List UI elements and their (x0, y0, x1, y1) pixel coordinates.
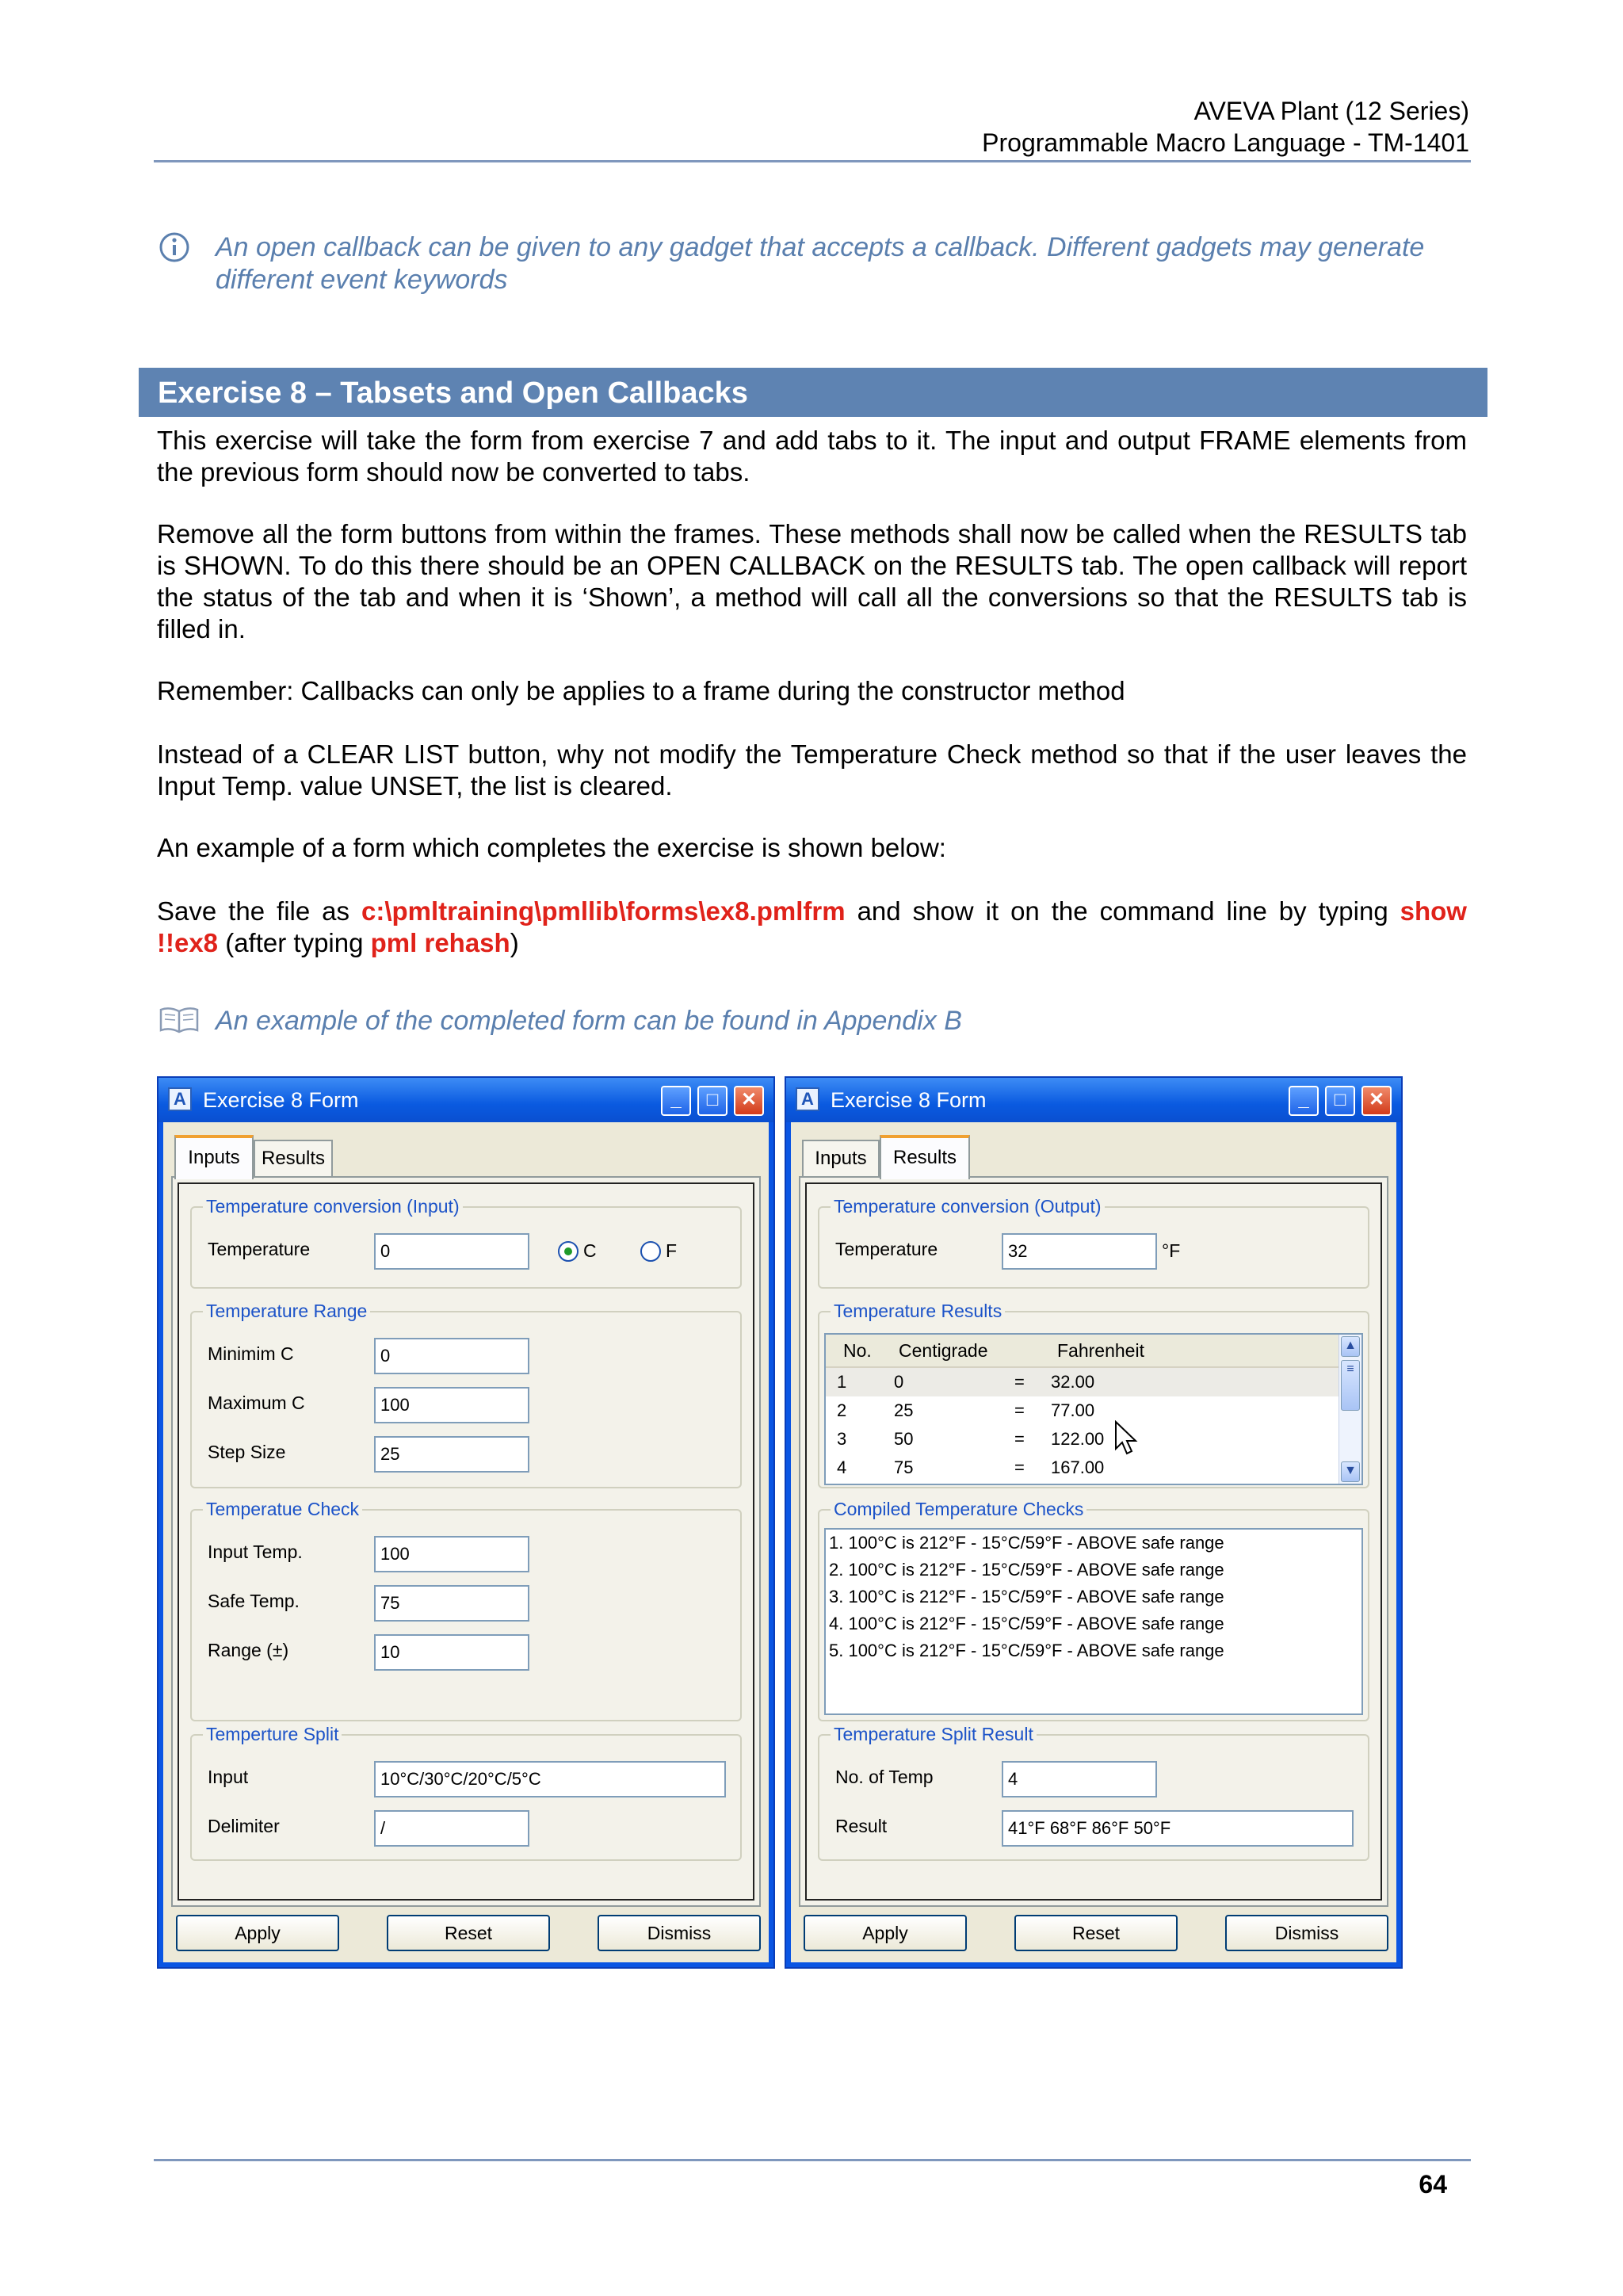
save-path: c:\pmltraining\pmllib\forms\ex8.pmlfrm (361, 896, 846, 926)
cell-no: 4 (837, 1457, 847, 1477)
tab-panel-results (799, 1176, 1388, 1907)
column-header-fahrenheit[interactable]: Fahrenheit (1057, 1340, 1144, 1361)
paragraph: Instead of a CLEAR LIST button, why not modify the Temperature Check method so that if the user leaves the Input Temp. value UNSET, the list is cleared. (157, 739, 1467, 800)
maximize-button[interactable]: □ (697, 1086, 727, 1116)
frame-title: Temperature Range (203, 1300, 370, 1322)
frame-title: Temperature Split Result (831, 1723, 1037, 1745)
delimiter-label: Delimiter (208, 1816, 280, 1836)
window-titlebar[interactable] (786, 1078, 1401, 1122)
exercise-form-inputs-window (157, 1076, 775, 1969)
frame-split-result (818, 1724, 1369, 1861)
save-middle-2: (after typing (218, 928, 371, 957)
list-item[interactable]: 3. 100°C is 212°F - 15°C/59°F - ABOVE safe range (829, 1587, 1224, 1606)
frame-title: Temperture Split (203, 1723, 342, 1745)
input-temp-label: Input Temp. (208, 1541, 303, 1562)
min-input[interactable]: 0 (374, 1338, 529, 1374)
minimize-button[interactable]: _ (1289, 1086, 1319, 1116)
tab-inputs[interactable]: Inputs (174, 1135, 254, 1179)
cell-no: 3 (837, 1429, 847, 1449)
split-input-field[interactable]: 10°C/30°C/20°C/5°C (374, 1761, 726, 1797)
cell-fahrenheit: 167.00 (1051, 1457, 1105, 1477)
result-field[interactable]: 41°F 68°F 86°F 50°F (1002, 1810, 1354, 1847)
tab-panel-inputs (171, 1176, 761, 1907)
reset-button[interactable]: Reset (387, 1915, 550, 1951)
tab-inputs[interactable]: Inputs (802, 1140, 880, 1178)
apply-button[interactable]: Apply (804, 1915, 967, 1951)
cell-equals: = (1014, 1372, 1025, 1392)
list-item[interactable]: 5. 100°C is 212°F - 15°C/59°F - ABOVE safe range (829, 1641, 1224, 1660)
info-icon (158, 231, 190, 263)
radio-celsius-label: C (583, 1240, 597, 1261)
window-client (163, 1122, 769, 1962)
window-client (791, 1122, 1396, 1962)
app-icon: A (796, 1087, 819, 1111)
footer-rule (154, 2159, 1471, 2161)
cell-fahrenheit: 122.00 (1051, 1429, 1105, 1449)
save-instructions (157, 896, 1467, 959)
save-middle: and show it on the command line by typing (845, 896, 1400, 926)
frame-title: Compiled Temperature Checks (831, 1498, 1086, 1520)
exercise-form-results-window (785, 1076, 1403, 1969)
min-label: Minimim C (208, 1343, 294, 1364)
book-icon (158, 1003, 200, 1035)
split-input-label: Input (208, 1767, 249, 1787)
result-label: Result (835, 1816, 888, 1836)
header-line-2: Programmable Macro Language - TM-1401 (982, 128, 1469, 157)
cell-equals: = (1014, 1457, 1025, 1477)
apply-button[interactable]: Apply (176, 1915, 339, 1951)
dismiss-button[interactable]: Dismiss (1225, 1915, 1388, 1951)
frame-temperature-split (190, 1724, 742, 1861)
close-button[interactable]: ✕ (734, 1086, 764, 1116)
paragraph: Remember: Callbacks can only be applies to a frame during the constructor method (157, 676, 1125, 705)
tab-results[interactable]: Results (880, 1135, 970, 1179)
frame-title: Temperature Results (831, 1300, 1005, 1322)
frame-temperature-input (190, 1196, 742, 1289)
frame-title: Temperature conversion (Output) (831, 1195, 1105, 1217)
paragraph: Remove all the form buttons from within the frames. These methods shall now be called when the RESULTS tab is SHOWN. To do this there should be an OPEN CALLBACK on the RESULTS tab. The open callback will report the status of the tab and when it is ‘Shown’, a method will call all the conversions so that the RESULTS tab is filled in. (157, 519, 1467, 644)
cell-fahrenheit: 77.00 (1051, 1400, 1095, 1420)
table-row[interactable] (826, 1368, 1339, 1396)
cell-centigrade: 75 (894, 1457, 914, 1477)
count-field[interactable]: 4 (1002, 1761, 1157, 1797)
temperature-input[interactable]: 0 (374, 1233, 529, 1270)
save-prefix: Save the file as (157, 896, 361, 926)
window-title: Exercise 8 Form (831, 1088, 987, 1112)
results-grid[interactable] (824, 1333, 1363, 1485)
radio-celsius[interactable] (558, 1241, 579, 1262)
safe-temp-field[interactable]: 75 (374, 1585, 529, 1622)
section-title: Exercise 8 – Tabsets and Open Callbacks (158, 376, 748, 410)
tab-results[interactable]: Results (254, 1140, 333, 1178)
dismiss-button[interactable]: Dismiss (598, 1915, 761, 1951)
cell-no: 2 (837, 1400, 847, 1420)
range-label: Range (±) (208, 1640, 289, 1660)
cell-equals: = (1014, 1400, 1025, 1420)
cell-centigrade: 50 (894, 1429, 914, 1449)
table-row[interactable] (826, 1425, 1339, 1454)
list-item[interactable]: 2. 100°C is 212°F - 15°C/59°F - ABOVE safe range (829, 1560, 1224, 1580)
header-line-1: AVEVA Plant (12 Series) (1193, 97, 1469, 125)
section-title-bar (139, 368, 1487, 417)
unit-label: °F (1162, 1240, 1181, 1261)
table-row[interactable] (826, 1454, 1339, 1482)
window-title: Exercise 8 Form (203, 1088, 359, 1112)
frame-title: Temperatue Check (203, 1498, 362, 1520)
window-titlebar[interactable] (158, 1078, 773, 1122)
temperature-label: Temperature (835, 1239, 938, 1259)
paragraph: This exercise will take the form from exercise 7 and add tabs to it. The input and output FRAME elements from the previous form should now be converted to tabs. (157, 426, 1467, 487)
list-item[interactable]: 1. 100°C is 212°F - 15°C/59°F - ABOVE safe range (829, 1533, 1224, 1553)
range-field[interactable]: 10 (374, 1634, 529, 1671)
max-label: Maximum C (208, 1392, 305, 1413)
cell-fahrenheit: 32.00 (1051, 1372, 1095, 1392)
frame-temperature-check (190, 1499, 742, 1721)
paragraph: An example of a form which completes the exercise is shown below: (157, 833, 946, 862)
input-temp-field[interactable]: 100 (374, 1536, 529, 1572)
scroll-thumb[interactable]: ≡ (1341, 1360, 1360, 1411)
header-rule (154, 160, 1471, 162)
save-suffix: ) (510, 928, 519, 957)
radio-fahrenheit-label: F (666, 1240, 678, 1261)
cell-centigrade: 0 (894, 1372, 904, 1392)
frame-title: Temperature conversion (Input) (203, 1195, 463, 1217)
step-input[interactable]: 25 (374, 1436, 529, 1473)
count-label: No. of Temp (835, 1767, 934, 1787)
table-row[interactable] (826, 1396, 1339, 1425)
cursor-icon (1114, 1420, 1138, 1457)
column-header-no[interactable]: No. (843, 1340, 872, 1361)
rehash-command: pml rehash (370, 928, 510, 957)
app-icon: A (168, 1087, 192, 1111)
step-label: Step Size (208, 1442, 286, 1462)
checks-list[interactable] (824, 1528, 1363, 1715)
temperature-label: Temperature (208, 1239, 311, 1259)
cell-equals: = (1014, 1429, 1025, 1449)
page-number: 64 (1419, 2170, 1447, 2199)
grid-header (826, 1335, 1339, 1368)
cell-centigrade: 25 (894, 1400, 914, 1420)
maximize-button[interactable]: □ (1325, 1086, 1355, 1116)
temperature-output[interactable]: 32 (1002, 1233, 1157, 1270)
scroll-down-icon[interactable]: ▼ (1341, 1461, 1360, 1482)
list-item[interactable]: 4. 100°C is 212°F - 15°C/59°F - ABOVE safe range (829, 1614, 1224, 1633)
radio-fahrenheit[interactable] (640, 1241, 661, 1262)
delimiter-field[interactable]: / (374, 1810, 529, 1847)
reset-button[interactable]: Reset (1014, 1915, 1178, 1951)
column-header-centigrade[interactable]: Centigrade (899, 1340, 988, 1361)
frame-temperature-results (818, 1301, 1369, 1488)
info-note: An open callback can be given to any gadget that accepts a callback. Different gadgets may generate different event keywords (216, 232, 1425, 295)
vertical-scrollbar[interactable] (1338, 1335, 1361, 1484)
scroll-up-icon[interactable]: ▲ (1341, 1336, 1360, 1357)
max-input[interactable]: 100 (374, 1387, 529, 1423)
safe-temp-label: Safe Temp. (208, 1591, 300, 1611)
frame-temperature-output (818, 1196, 1369, 1289)
book-note: An example of the completed form can be found in Appendix B (216, 1006, 962, 1036)
frame-compiled-checks (818, 1499, 1369, 1721)
frame-temperature-range (190, 1301, 742, 1488)
close-button[interactable]: ✕ (1361, 1086, 1392, 1116)
cell-no: 1 (837, 1372, 847, 1392)
show-command: show !!ex8 (157, 896, 1467, 957)
minimize-button[interactable]: _ (661, 1086, 691, 1116)
